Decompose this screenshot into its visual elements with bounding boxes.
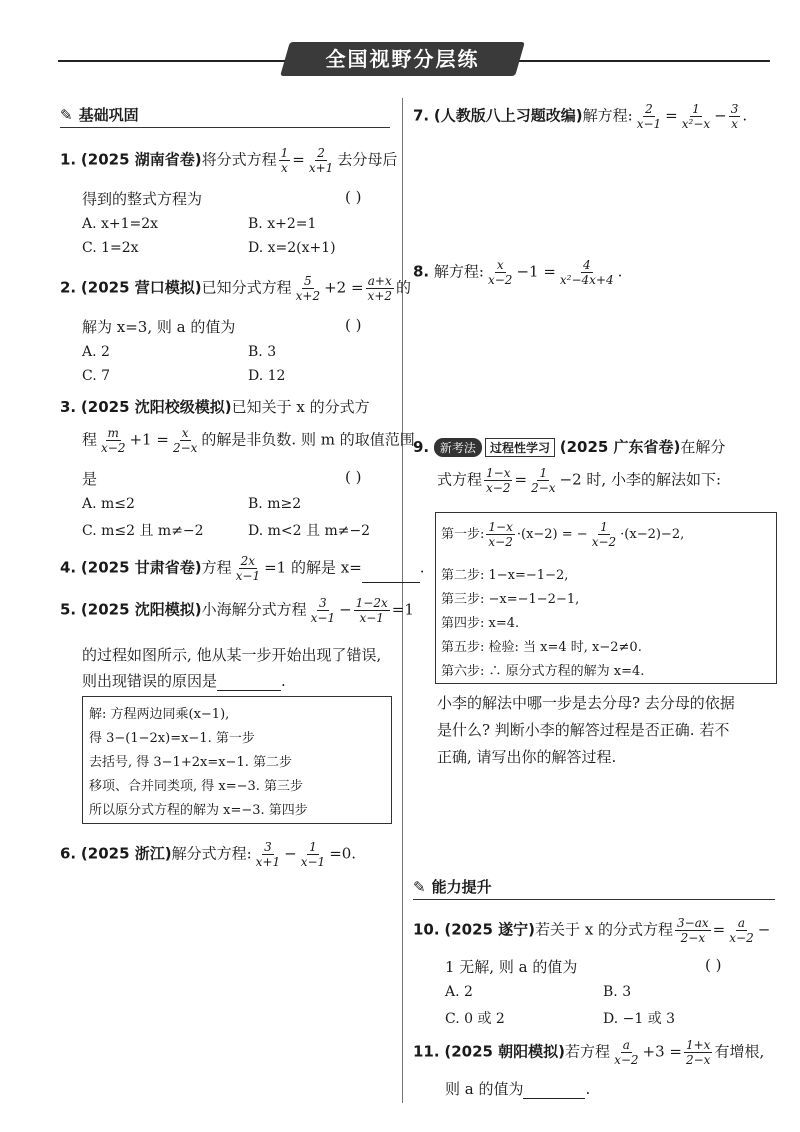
q11-stem: 11. (2025 朝阳模拟)若方程 $\frac{a}{x-2}$ +3 = $\frac{1+x}{2-x}$ 有增根, [413, 1038, 765, 1067]
q3-option-b[interactable]: B. m≥2 [248, 496, 302, 512]
q10-number: 10. [413, 920, 440, 939]
q2-number: 2. [60, 278, 77, 297]
q9-number: 9. [413, 438, 430, 456]
pencil-icon: ✎ [60, 105, 73, 124]
q3-option-c[interactable]: C. m≤2 且 m≠−2 [82, 523, 204, 539]
q5-box-line-1: 解: 方程两边同乘(x−1), [89, 707, 230, 722]
q1-stem: 1. (2025 湖南省卷)将分式方程 $\frac{1}{x}$ = $\frac{2}{x+1}$ 去分母后 [60, 146, 398, 175]
section-basic-rule [60, 127, 390, 128]
q5-source: (2025 沈阳模拟) [80, 600, 202, 619]
q9-tags [434, 438, 555, 457]
q5-box-line-2: 得 3−(1−2x)=x−1. 第一步 [89, 731, 255, 746]
q11-answer-blank[interactable] [523, 1082, 585, 1099]
q9-box-step-3: 第三步: −x=−1−2−1, [441, 592, 580, 607]
q10-option-c[interactable]: C. 0 或 2 [445, 1011, 505, 1027]
q2-line2: 解为 x=3, 则 a 的值为 [82, 318, 236, 336]
q8-fraction-2: $\frac{4}{\text{x²−4x+4}}$ [559, 258, 614, 287]
q9-source: (2025 广东省卷) [559, 438, 681, 456]
q2-source: (2025 营口模拟) [80, 278, 202, 297]
q3-fraction-1: $\frac{m}{x-2}$ [101, 426, 126, 455]
q10-fraction-1: $\frac{3-ax}{2-x}$ [677, 916, 709, 945]
q8-stem: 8. 解方程: $\frac{x}{x-2}$ −1 = $\frac{4}{\text{x²−4x+4}}$ . [413, 258, 623, 287]
q5-answer-blank[interactable] [217, 674, 281, 691]
q3-number: 3. [60, 398, 77, 416]
banner-rule-right [515, 60, 770, 62]
q8-number: 8. [413, 262, 430, 281]
q1-fraction-1: $\frac{1}{x}$ [280, 146, 289, 175]
q3-answer-paren[interactable]: ( ) [345, 468, 362, 486]
q3-stem: 3. (2025 沈阳校级模拟)已知关于 x 的分式方 [60, 398, 370, 416]
q11-number: 11. [413, 1042, 440, 1061]
q4-number: 4. [60, 558, 77, 577]
q10-answer-paren[interactable]: ( ) [705, 956, 722, 974]
q9-fraction-1: $\frac{1-x}{x-2}$ [486, 466, 511, 495]
q2-stem: 2. (2025 营口模拟)已知分式方程 $\frac{5}{x+2}$ +2 = $\frac{a+x}{x+2}$ 的 [60, 274, 412, 303]
q9-line2: 式方程 $\frac{1-x}{x-2}$ = $\frac{1}{2-x}$ −2 时, 小李的解法如下: [437, 466, 722, 495]
process-learning-tag: 过程性学习 [485, 438, 555, 457]
q3-option-a[interactable]: A. m≤2 [82, 496, 135, 512]
q2-option-b[interactable]: B. 3 [248, 344, 277, 360]
q3-line2: 程 $\frac{m}{x-2}$ +1 = $\frac{x}{2-x}$ 的解是非负数. 则 m 的取值范围 [82, 426, 415, 455]
q3-option-d[interactable]: D. m<2 且 m≠−2 [248, 523, 371, 539]
banner-title: 全国视野分层练 [325, 47, 480, 71]
q9-box-step-5: 第五步: 检验: 当 x=4 时, x−2≠0. [441, 640, 642, 655]
q8-fraction-1: $\frac{x}{x-2}$ [487, 258, 513, 287]
q7-fraction-2: $\frac{1}{\text{x²−x}}$ [681, 102, 711, 131]
q2-answer-paren[interactable]: ( ) [345, 316, 362, 334]
q10-option-a[interactable]: A. 2 [445, 984, 473, 1000]
q10-stem: 10. (2025 遂宁)若关于 x 的分式方程 $\frac{3-ax}{2-x}$ = $\frac{a}{x-2}$ − [413, 916, 771, 945]
q1-option-a[interactable]: A. x+1=2x [82, 216, 159, 232]
q6-stem: 6. (2025 浙江)解分式方程: $\frac{3}{x+1}$ − $\frac{1}{x-1}$ =0. [60, 840, 357, 869]
q1-option-c[interactable]: C. 1=2x [82, 240, 139, 256]
q5-line2: 的过程如图所示, 他从某一步开始出现了错误, [82, 646, 382, 664]
q5-fraction-1: $\frac{3}{x-1}$ [310, 596, 336, 625]
q9-box-fraction-2: $\frac{1}{x-2}$ [591, 520, 617, 549]
banner-rule-left [58, 60, 288, 62]
q1-text: 将分式方程 [201, 150, 277, 169]
q4-source: (2025 甘肃省卷) [80, 558, 202, 577]
q9-question-line-2: 是什么? 判断小李的解答过程是否正确. 若不 [437, 721, 730, 739]
q11-line2: 则 a 的值为 . [445, 1080, 591, 1098]
q4-fraction: $\frac{2x}{x-1}$ [235, 554, 261, 583]
q9-box-fraction-1: $\frac{1-x}{x-2}$ [488, 520, 513, 549]
q7-source: (人教版八上习题改编) [433, 106, 583, 125]
q4-stem: 4. (2025 甘肃省卷)方程 $\frac{2x}{x-1}$ =1 的解是 x= . [60, 554, 425, 583]
q6-source: (2025 浙江) [80, 844, 172, 863]
q7-fraction-3: $\frac{3}{x}$ [730, 102, 739, 131]
q1-option-d[interactable]: D. x=2(x+1) [248, 240, 336, 256]
new-method-tag: 新考法 [434, 438, 482, 457]
q3-line3: 是 [82, 470, 98, 488]
q9-question-line-1: 小李的解法中哪一步是去分母? 去分母的依据 [437, 694, 735, 712]
q10-source: (2025 遂宁) [444, 920, 536, 939]
q2-fraction-1: $\frac{5}{x+2}$ [295, 274, 321, 303]
q6-fraction-2: $\frac{1}{x-1}$ [300, 840, 326, 869]
q10-option-b[interactable]: B. 3 [603, 984, 632, 1000]
q10-option-d[interactable]: D. −1 或 3 [603, 1011, 676, 1027]
q1-number: 1. [60, 150, 77, 169]
q5-number: 5. [60, 600, 77, 619]
q5-box-line-3: 去括号, 得 3−1+2x=x−1. 第二步 [89, 755, 292, 770]
q6-fraction-1: $\frac{3}{x+1}$ [255, 840, 281, 869]
section-basic-header [60, 104, 139, 125]
pencil-icon: ✎ [413, 877, 426, 896]
q9-box-step-2: 第二步: 1−x=−1−2, [441, 568, 569, 583]
q9-box-step-1: 第一步: $\frac{1-x}{x-2}$ ·(x−2) = − $\frac{1}{x-2}$ ·(x−2)−2, [441, 520, 685, 549]
q9-fraction-2: $\frac{1}{2-x}$ [531, 466, 556, 495]
q7-stem: 7. (人教版八上习题改编)解方程: $\frac{2}{x-1}$ = $\frac{1}{\text{x²−x}}$ − $\frac{3}{x}$ . [413, 102, 748, 131]
q9-stem: 9. 新考法 过程性学习 (2025 广东省卷)在解分 [413, 438, 726, 456]
q1-option-b[interactable]: B. x+2=1 [248, 216, 317, 232]
q11-source: (2025 朝阳模拟) [444, 1042, 566, 1061]
q7-number: 7. [413, 106, 430, 125]
q10-line2: 1 无解, 则 a 的值为 [445, 958, 578, 976]
q9-box-step-4: 第四步: x=4. [441, 616, 520, 631]
q7-fraction-1: $\frac{2}{x-1}$ [636, 102, 662, 131]
section-advanced-rule [413, 899, 775, 900]
q2-option-d[interactable]: D. 12 [248, 368, 286, 384]
q10-fraction-2: $\frac{a}{x-2}$ [729, 916, 754, 945]
q6-number: 6. [60, 844, 77, 863]
q3-source: (2025 沈阳校级模拟) [80, 398, 232, 416]
q2-option-c[interactable]: C. 7 [82, 368, 111, 384]
q9-question-line-3: 正确, 请写出你的解答过程. [437, 748, 617, 766]
section-advanced-title: 能力提升 [431, 878, 492, 896]
section-advanced-header [413, 876, 492, 897]
q3-fraction-2: $\frac{x}{2-x}$ [172, 426, 198, 455]
q4-answer-blank[interactable] [362, 566, 420, 583]
q5-fraction-2: $\frac{1-2x}{x-1}$ [355, 596, 388, 625]
q2-option-a[interactable]: A. 2 [82, 344, 110, 360]
q5-line3: 则出现错误的原因是 . [82, 672, 286, 690]
q11-fraction-1: $\frac{a}{x-2}$ [614, 1038, 639, 1067]
q11-fraction-2: $\frac{1+x}{2-x}$ [685, 1038, 711, 1067]
q1-line2: 得到的整式方程为 [82, 190, 203, 208]
q1-fraction-2: $\frac{2}{x+1}$ [308, 146, 334, 175]
q1-source: (2025 湖南省卷) [80, 150, 202, 169]
q5-stem: 5. (2025 沈阳模拟)小海解分式方程 $\frac{3}{x-1}$ − $\frac{1-2x}{x-1}$ =1 [60, 596, 414, 625]
q5-box-line-4: 移项、合并同类项, 得 x=−3. 第三步 [89, 779, 304, 794]
q1-answer-paren[interactable]: ( ) [345, 188, 362, 206]
q2-fraction-2: $\frac{a+x}{x+2}$ [367, 274, 393, 303]
section-basic-title: 基础巩固 [78, 106, 139, 124]
q9-box-step-6: 第六步: ∴ 原分式方程的解为 x=4. [441, 664, 645, 679]
q5-box-line-5: 所以原分式方程的解为 x=−3. 第四步 [89, 803, 308, 818]
